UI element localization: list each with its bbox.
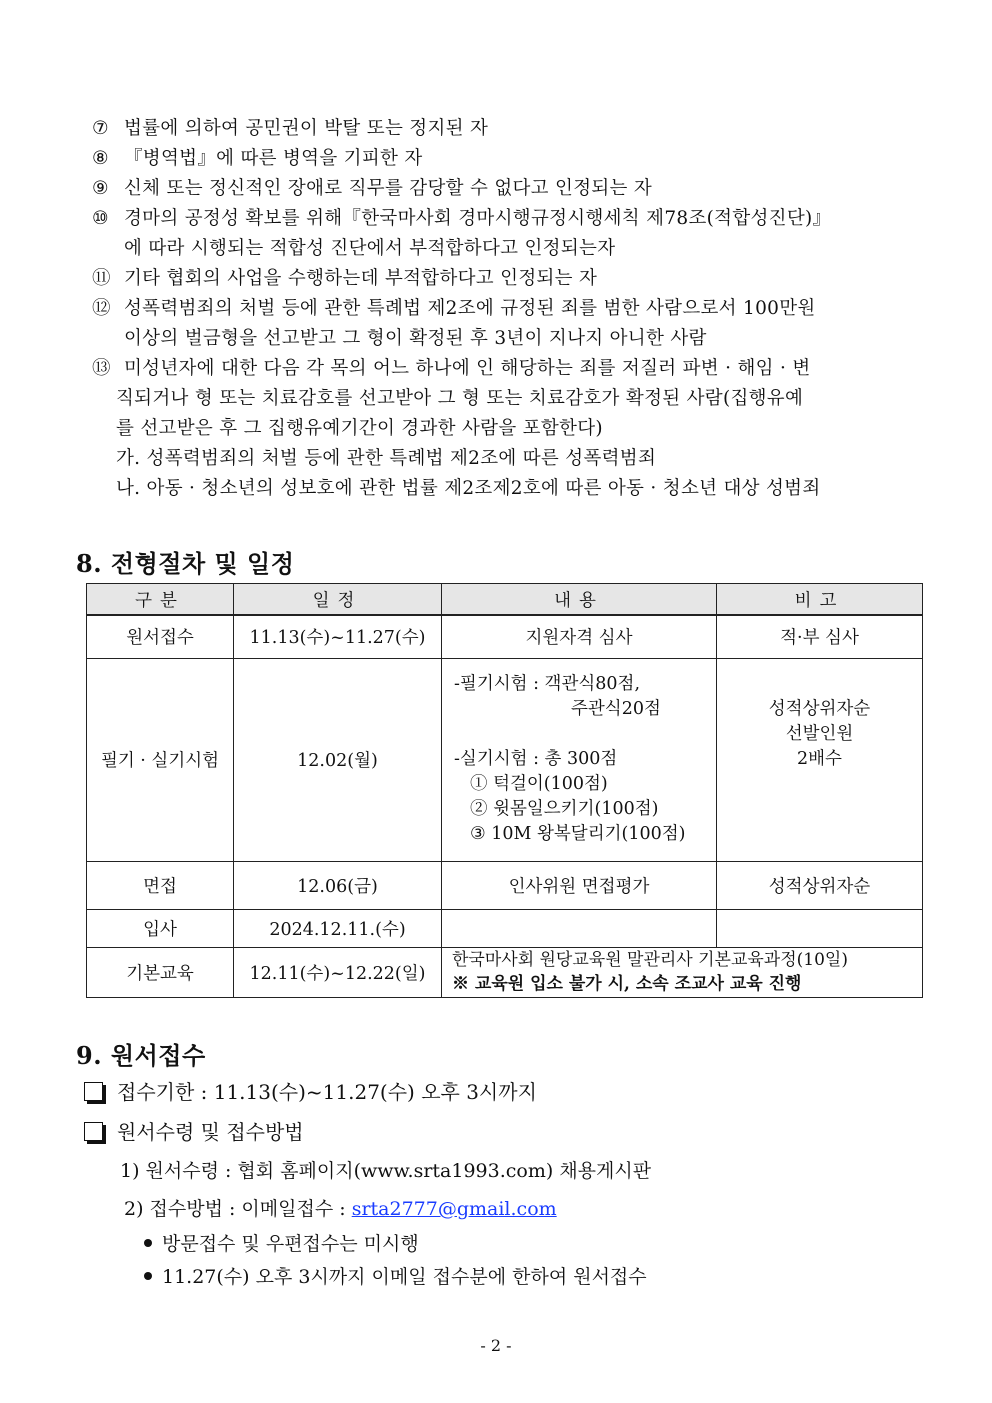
item-13-cont-2: 를 선고받은 후 그 집행유예기간이 경과한 사람을 포함한다): [116, 418, 603, 439]
cell-stage: 면접: [87, 861, 234, 909]
email-link[interactable]: srta2777@gmail.com: [351, 1198, 557, 1220]
section-9-title: 9. 원서접수: [76, 1041, 206, 1070]
practical-item-1: ① 턱걸이(100점): [470, 774, 608, 794]
item-13-sub-ga: 가. 성폭력범죄의 처벌 등에 관한 특례법 제2조에 따른 성폭력범죄: [116, 448, 657, 469]
method-line: 원서수령 및 접수방법: [84, 1112, 924, 1152]
cell-date: 12.11(수)~12.22(일): [234, 947, 442, 997]
item-11: ⑪ 기타 협회의 사업을 수행하는데 부적합하다고 인정되는 자: [92, 268, 598, 289]
section-8-title: 8. 전형절차 및 일정: [76, 549, 295, 578]
checkbox-icon: [84, 1082, 103, 1101]
bullet-item: 방문접수 및 우편접수는 미시행: [84, 1228, 924, 1261]
cell-note: 적·부 심사: [717, 615, 923, 658]
table-row: [87, 947, 923, 997]
cell-content: [442, 658, 717, 861]
cell-content: [442, 947, 923, 997]
exam-details: [454, 672, 716, 847]
cell-date: 12.02(월): [234, 658, 442, 861]
practical-item-2: ② 윗몸일으키기(100점): [470, 799, 659, 819]
page-number: - 2 -: [480, 1336, 512, 1355]
note-lines: 성적상위자순 선발인원 2배수: [768, 699, 871, 769]
training-note: ※ 교육원 입소 불가 시, 소속 조교사 교육 진행: [452, 974, 802, 994]
deadline-line: 접수기한 : 11.13(수)~11.27(수) 오후 3시까지: [84, 1072, 924, 1112]
cell-stage: 원서접수: [87, 615, 234, 658]
cell-content: 인사위원 면접평가: [442, 861, 717, 909]
cell-date: 2024.12.11.(수): [234, 909, 442, 947]
item-10-cont: 에 따라 시행되는 적합성 진단에서 부적합하다고 인정되는자: [124, 238, 616, 259]
schedule-table: [86, 583, 923, 998]
submit-item: 2) 접수방법 : 이메일접수 : srta2777@gmail.com: [124, 1198, 557, 1220]
cell-stage: 필기 · 실기시험: [87, 658, 234, 861]
item-8: ⑧ 『병역법』에 따른 병역을 기피한 자: [92, 148, 423, 169]
bullet-icon: [144, 1239, 152, 1247]
spacer: [454, 722, 716, 747]
cell-content: [442, 909, 717, 947]
bullet-item: 11.27(수) 오후 3시까지 이메일 접수분에 한하여 원서접수: [84, 1261, 924, 1294]
header-date: 일정: [234, 584, 442, 616]
item-13-cont-1: 직되거나 형 또는 치료감호를 선고받아 그 형 또는 치료감호가 확정된 사람(집행유예: [116, 388, 804, 409]
receive-item: 1) 원서수령 : 협회 홈페이지(www.srta1993.com) 채용게시판: [120, 1160, 652, 1182]
item-13-sub-na: 나. 아동 · 청소년의 성보호에 관한 법률 제2조제2호에 따른 아동 · 청소년 대상 성범죄: [116, 478, 821, 499]
item-12-cont: 이상의 벌금형을 선고받고 그 형이 확정된 후 3년이 지나지 아니한 사람: [124, 328, 707, 349]
table-row: [87, 658, 923, 861]
written-exam-cont: 주관식20점: [571, 699, 661, 719]
item-10: ⑩ 경마의 공정성 확보를 위해『한국마사회 경마시행규정시행세칙 제78조(적합성진단)』: [92, 208, 832, 229]
cell-stage: 기본교육: [87, 947, 234, 997]
header-stage: 구분: [87, 584, 234, 616]
table-row: [87, 861, 923, 909]
table-row: [87, 909, 923, 947]
practical-exam: -실기시험 : 총 300점: [454, 749, 618, 769]
cell-content: 지원자격 심사: [442, 615, 717, 658]
table-header-row: [87, 584, 923, 616]
written-exam: -필기시험 : 객관식80점,: [454, 674, 641, 694]
header-content: 내용: [442, 584, 717, 616]
cell-note: [717, 909, 923, 947]
cell-stage: 입사: [87, 909, 234, 947]
cell-date: 11.13(수)~11.27(수): [234, 615, 442, 658]
item-9: ⑨ 신체 또는 정신적인 장애로 직무를 감당할 수 없다고 인정되는 자: [92, 178, 653, 199]
training-detail: 한국마사회 원당교육원 말관리사 기본교육과정(10일) ※ 교육원 입소 불가 시, 소속 조교사 교육 진행: [452, 948, 922, 996]
practical-item-3: ③ 10M 왕복달리기(100점): [470, 824, 686, 844]
cell-note: [717, 658, 923, 861]
cell-date: 12.06(금): [234, 861, 442, 909]
disqualification-list: [92, 114, 932, 504]
cell-note: 성적상위자순: [717, 861, 923, 909]
bullet-icon: [144, 1272, 152, 1280]
checkbox-icon: [84, 1122, 103, 1141]
item-13: ⑬ 미성년자에 대한 다음 각 목의 어느 하나에 인 해당하는 죄를 저질러 파변 · 해임 · 변: [92, 358, 811, 379]
item-7: ⑦ 법률에 의하여 공민권이 박탈 또는 정지된 자: [92, 118, 489, 139]
application-info: [84, 1072, 924, 1294]
item-12: ⑫ 성폭력범죄의 처벌 등에 관한 특례법 제2조에 규정된 죄를 범한 사람으로서 100만원: [92, 298, 816, 319]
table-row: [87, 615, 923, 658]
header-note: 비고: [717, 584, 923, 616]
